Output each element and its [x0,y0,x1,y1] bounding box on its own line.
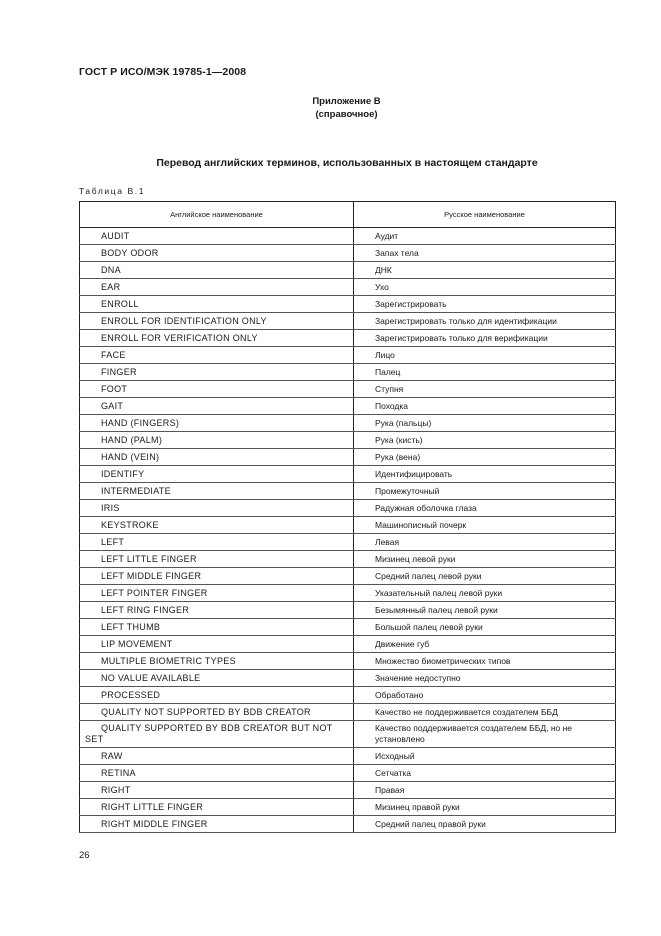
english-term: DNA [80,262,354,279]
english-term-line: QUALITY SUPPORTED BY BDB CREATOR BUT NOT [101,723,333,733]
english-term: IDENTIFY [80,466,354,483]
russian-term: Мизинец левой руки [354,551,616,568]
russian-term: Указательный палец левой руки [354,585,616,602]
english-term: BODY ODOR [80,245,354,262]
header-russian-name: Русское наименование [354,202,616,228]
table-row [80,534,616,551]
table-row [80,245,616,262]
table-row [80,799,616,816]
english-term: NO VALUE AVAILABLE [80,670,354,687]
annex-subtitle: (справочное) [315,109,378,120]
russian-term: Зарегистрировать только для верификации [354,330,616,347]
english-term: EAR [80,279,354,296]
table-row [80,636,616,653]
russian-term: Значение недоступно [354,670,616,687]
table-row [80,347,616,364]
russian-term-line: установлено [375,734,425,744]
table-row [80,381,616,398]
english-term: QUALITY NOT SUPPORTED BY BDB CREATOR [80,704,354,721]
table-row [80,228,616,245]
english-term: FINGER [80,364,354,381]
english-term: RIGHT LITTLE FINGER [80,799,354,816]
table-row [80,602,616,619]
russian-term: Рука (пальцы) [354,415,616,432]
table-row [80,500,616,517]
russian-term: Промежуточный [354,483,616,500]
table-row [80,687,616,704]
page-number: 26 [79,850,90,861]
table-row [80,721,616,748]
russian-term: Движение губ [354,636,616,653]
russian-term: Безымянный палец левой руки [354,602,616,619]
english-term: IRIS [80,500,354,517]
english-term: GAIT [80,398,354,415]
table-row [80,296,616,313]
english-term [80,721,354,748]
table-row [80,279,616,296]
english-term: INTERMEDIATE [80,483,354,500]
table-row [80,313,616,330]
russian-term: Идентифицировать [354,466,616,483]
table-header-row [80,202,616,228]
russian-term: Ступня [354,381,616,398]
russian-term: Средний палец левой руки [354,568,616,585]
table-row [80,704,616,721]
english-term: LIP MOVEMENT [80,636,354,653]
table-row [80,432,616,449]
table-row [80,517,616,534]
english-term: HAND (PALM) [80,432,354,449]
table-row [80,398,616,415]
document-header: ГОСТ Р ИСО/МЭК 19785-1—2008 [79,66,247,78]
russian-term: Большой палец левой руки [354,619,616,636]
english-term: LEFT MIDDLE FINGER [80,568,354,585]
russian-term: Множество биометрических типов [354,653,616,670]
russian-term: Аудит [354,228,616,245]
russian-term: Правая [354,782,616,799]
russian-term: Рука (кисть) [354,432,616,449]
russian-term-line: Качество поддерживается создателем ББД, но не [375,723,573,733]
english-term: RIGHT MIDDLE FINGER [80,816,354,833]
english-term: LEFT RING FINGER [80,602,354,619]
russian-term: ДНК [354,262,616,279]
english-term: KEYSTROKE [80,517,354,534]
russian-term: Рука (вена) [354,449,616,466]
russian-term: Средний палец правой руки [354,816,616,833]
english-term: FACE [80,347,354,364]
table-row [80,670,616,687]
english-term: LEFT LITTLE FINGER [80,551,354,568]
english-term: RETINA [80,765,354,782]
russian-term: Зарегистрировать [354,296,616,313]
table-row [80,364,616,381]
english-term: LEFT POINTER FINGER [80,585,354,602]
russian-term: Радужная оболочка глаза [354,500,616,517]
english-term: ENROLL FOR IDENTIFICATION ONLY [80,313,354,330]
russian-term [354,721,616,748]
table-row [80,816,616,833]
english-term: LEFT [80,534,354,551]
table-row [80,449,616,466]
section-title-text: Перевод английских терминов, использованных в настоящем стандарте [156,157,538,169]
english-term: AUDIT [80,228,354,245]
english-term: RAW [80,748,354,765]
english-term-line: SET [85,734,104,744]
english-term: HAND (FINGERS) [80,415,354,432]
table-row [80,653,616,670]
english-term: HAND (VEIN) [80,449,354,466]
table-row [80,619,616,636]
terms-table [79,201,616,833]
table-row [80,765,616,782]
english-term: FOOT [80,381,354,398]
russian-term: Лицо [354,347,616,364]
annex-heading [0,95,661,121]
english-term: LEFT THUMB [80,619,354,636]
table-row [80,330,616,347]
russian-term: Мизинец правой руки [354,799,616,816]
russian-term: Запах тела [354,245,616,262]
english-term: ENROLL [80,296,354,313]
table-row [80,466,616,483]
table-label: Таблица В.1 [79,186,146,196]
table-row [80,483,616,500]
english-term: MULTIPLE BIOMETRIC TYPES [80,653,354,670]
annex-title: Приложение В [312,96,381,107]
table-row [80,782,616,799]
russian-term: Зарегистрировать только для идентификации [354,313,616,330]
english-term: ENROLL FOR VERIFICATION ONLY [80,330,354,347]
table-row [80,568,616,585]
russian-term: Качество не поддерживается создателем ББД [354,704,616,721]
russian-term: Левая [354,534,616,551]
russian-term: Палец [354,364,616,381]
table-row [80,551,616,568]
section-title [0,157,661,169]
english-term: PROCESSED [80,687,354,704]
table-row [80,748,616,765]
russian-term: Исходный [354,748,616,765]
table-row [80,262,616,279]
russian-term: Обработано [354,687,616,704]
header-english-name: Английское наименование [80,202,354,228]
table-row [80,415,616,432]
russian-term: Ухо [354,279,616,296]
russian-term: Машинописный почерк [354,517,616,534]
russian-term: Сетчатка [354,765,616,782]
english-term: RIGHT [80,782,354,799]
russian-term: Походка [354,398,616,415]
table-row [80,585,616,602]
